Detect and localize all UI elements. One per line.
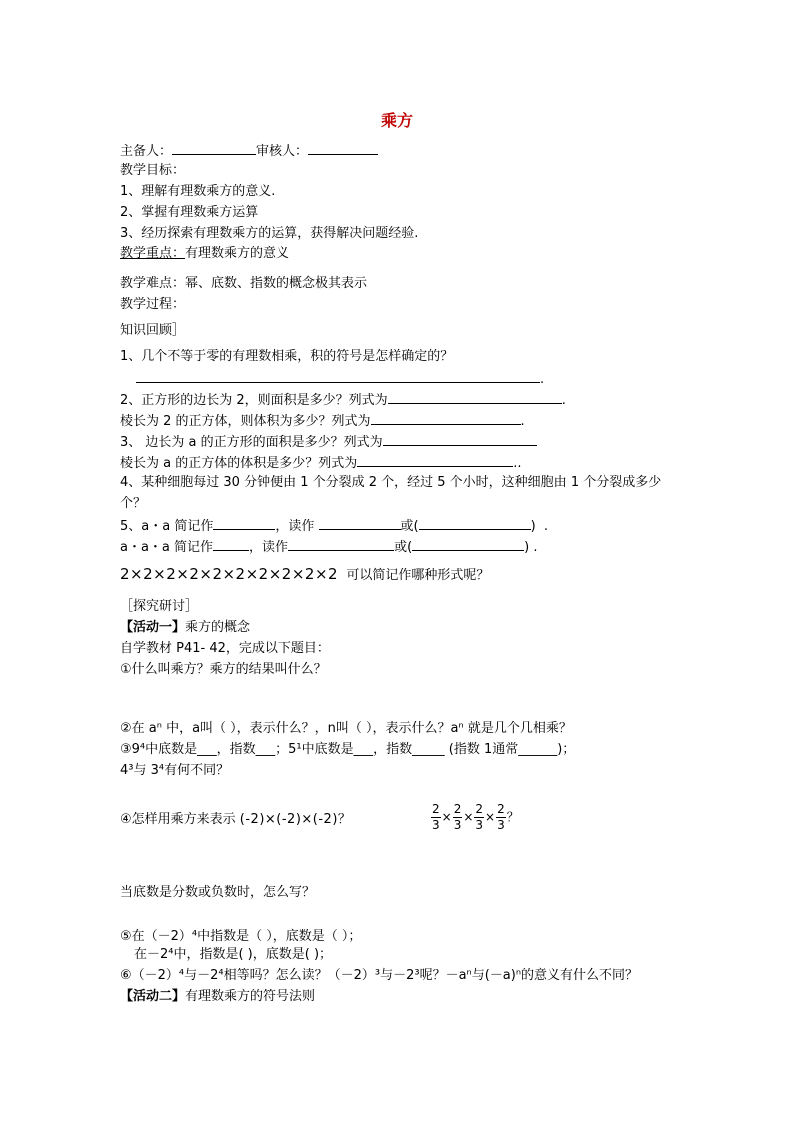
answer-blank (319, 516, 401, 530)
answer-blank (357, 453, 513, 467)
reviewer-blank (308, 141, 378, 155)
question-5b: a・a・a 简记作 ，读作 或( ) . (120, 537, 537, 557)
page-title: 乘方 (380, 111, 413, 130)
activity-1-heading (120, 619, 250, 637)
question-3b: 棱长为 a 的正方体的体积是多少？列式为 .. (120, 453, 522, 473)
fraction: $\frac{2}{3}$ (497, 802, 505, 832)
activity-1-c6: ⑥（－2）⁴与－2⁴相等吗？怎么读？（－2）³与－2³呢？－aⁿ与(－a)ⁿ的意义有什么不同？ (120, 968, 639, 983)
question-3b-text: 棱长为 a 的正方体的体积是多少？列式为 (120, 456, 358, 471)
activity-1-label: 【活动一】 (120, 620, 186, 635)
activity-1-c4-question: 当底数是分数或负数时，怎么写？ (120, 885, 316, 900)
q5b-read: ，读作 (249, 540, 289, 555)
question-2a-text: 2、正方形的边长为 2，则面积是多少？列式为 (120, 393, 388, 408)
question-3a-text: 3、 边长为 a 的正方形的面积是多少？列式为 (120, 435, 383, 450)
fraction-product: $\frac{2}{3}$ × $\frac{2}{3}$ × $\frac{2}{3}$ × $\frac{2}{3}$ ？ (432, 802, 519, 832)
q5a-prefix: 5、a・a 简记作 (120, 519, 214, 534)
activity-2-title: 有理数乘方的符号法则 (185, 989, 316, 1004)
goal-item: 3、经历探索有理数乘方的运算，获得解决问题经验. (120, 226, 419, 241)
key-point-label: 教学重点： (120, 246, 186, 261)
question-4b: 个？ (120, 496, 147, 511)
header-line (120, 141, 378, 161)
answer-blank (383, 432, 537, 446)
reviewer-label: 审核人： (256, 144, 309, 159)
question-2a: 2、正方形的边长为 2，则面积是多少？列式为 . (120, 390, 566, 410)
explore-heading: ［探究研讨］ (120, 599, 199, 614)
question-1: 1、几个不等于零的有理数相乘，积的符号是怎样确定的？ (120, 349, 454, 364)
process-heading: 教学过程： (120, 297, 186, 312)
activity-2-label: 【活动二】 (120, 989, 186, 1004)
fraction: $\frac{2}{3}$ (453, 802, 462, 832)
question-2b: 棱长为 2 的正方体，则体积为多少？列式为 . (120, 411, 525, 431)
activity-1-c2: ②在 aⁿ 中，a叫（ ），表示什么？，n叫（ ），表示什么？aⁿ 就是几个几相乘？ (120, 721, 572, 736)
review-heading: 知识回顾］ (120, 323, 186, 338)
activity-1-c5b: 在－2⁴中，指数是( )，底数是( )； (134, 947, 333, 962)
product-line (120, 565, 489, 585)
key-point-text: 有理数乘方的意义 (185, 246, 290, 261)
q5a-read: ，读作 (275, 519, 315, 534)
answer-blank (371, 411, 521, 425)
activity-1-c1: ①什么叫乘方？乘方的结果叫什么？ (120, 662, 327, 677)
difficulty: 教学难点：幂、底数、指数的概念极其表示 (120, 276, 368, 291)
answer-blank (213, 537, 249, 551)
answer-line-1: . (136, 369, 544, 389)
answer-blank (136, 369, 540, 383)
activity-1-intro: 自学教材 P41- 42，完成以下题目： (120, 641, 330, 656)
preparer-blank (172, 141, 256, 155)
answer-blank (388, 390, 562, 404)
answer-blank (412, 537, 524, 551)
product-expression: 2×2×2×2×2×2×2×2×2×2 (120, 565, 339, 583)
goals-heading: 教学目标： (120, 163, 186, 178)
activity-1-c3: ③9⁴中底数是___，指数___；5¹中底数是___，指数_____ (指数 1通常______)； (120, 742, 576, 757)
product-question: 可以简记作哪种形式呢？ (346, 568, 490, 583)
c4-text: ④怎样用乘方来表示 (120, 812, 236, 827)
q5b-or: 或( (394, 540, 413, 555)
goal-item: 1、理解有理数乘方的意义. (120, 184, 276, 199)
question-3a (120, 432, 537, 452)
activity-1-c4 (120, 811, 351, 829)
fraction: $\frac{2}{3}$ (475, 802, 484, 832)
activity-2-heading (120, 988, 315, 1006)
activity-1-c5a: ⑤在（－2）⁴中指数是（ ），底数是（ ）； (120, 929, 362, 944)
preparer-label: 主备人： (120, 144, 173, 159)
fraction: $\frac{2}{3}$ (432, 802, 440, 832)
goal-item: 2、掌握有理数乘方运算 (120, 205, 259, 220)
question-5a: 5、a・a 简记作 ，读作 或( ) . (120, 516, 548, 536)
q5a-or: 或( (400, 519, 419, 534)
q5b-prefix: a・a・a 简记作 (120, 540, 214, 555)
answer-blank (419, 516, 531, 530)
activity-1-c3b: 4³与 3⁴有何不同？ (120, 763, 230, 778)
c4-expression: (-2)×(-2)×(-2)？ (239, 812, 352, 827)
answer-blank (288, 537, 394, 551)
question-4a: 4、某种细胞每过 30 分钟便由 1 个分裂成 2 个，经过 5 个小时，这种细胞由 1 个分裂成多少 (120, 475, 662, 490)
answer-blank (213, 516, 275, 530)
question-2b-text: 棱长为 2 的正方体，则体积为多少？列式为 (120, 414, 371, 429)
key-point (120, 245, 289, 263)
fraction-question-mark: ？ (506, 810, 519, 824)
activity-1-title: 乘方的概念 (185, 620, 251, 635)
